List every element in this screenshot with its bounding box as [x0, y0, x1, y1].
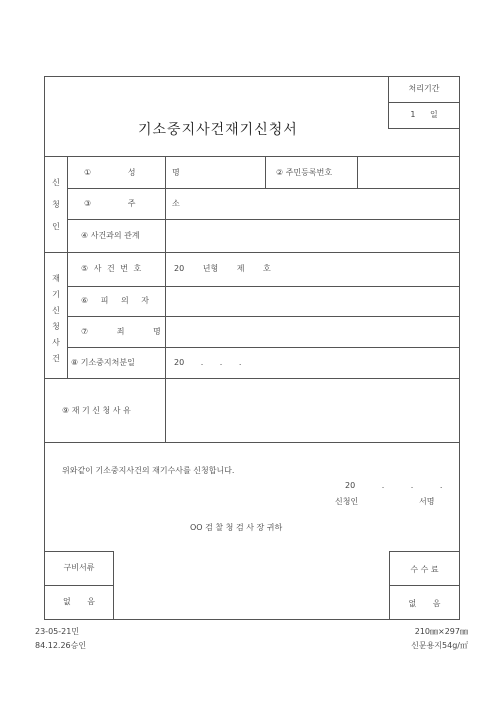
section-divider — [67, 156, 68, 378]
charge-field[interactable] — [166, 317, 459, 347]
documents-value: 없 음 — [63, 597, 95, 606]
period-box-bottom — [388, 128, 460, 129]
documents-box-mid — [44, 585, 114, 586]
addressee: OO 검 찰 청 검 사 장 귀하 — [190, 523, 283, 532]
resident-divider-left — [265, 156, 266, 189]
resident-no-label: ② 주민등록번호 — [276, 168, 333, 177]
charge-label: ⑦ 죄 명 — [81, 327, 161, 336]
form-border-top — [44, 76, 460, 77]
date-line: 20 . . . — [345, 481, 443, 490]
address-label: ③ 주 소 — [84, 199, 180, 208]
documents-label: 구비서류 — [63, 563, 95, 572]
name-label: ① 성 명 — [84, 168, 180, 177]
case-no-label: ⑤ 사 건 번 호 — [81, 264, 142, 273]
case-no-value: 20 년형 제 호 — [174, 264, 271, 273]
suspension-date-value: 20 . . . — [174, 358, 242, 367]
fee-box-left — [389, 551, 390, 620]
approval-date: 84.12.26승인 — [35, 641, 87, 650]
documents-box-top — [44, 551, 114, 552]
form-border-right — [459, 76, 460, 620]
suspension-date-label: ⑧ 기소중지처분일 — [71, 358, 135, 367]
fee-box-mid — [389, 585, 460, 586]
form-border-bottom — [44, 619, 460, 620]
documents-box-right — [113, 551, 114, 620]
fee-label: 수 수 료 — [410, 565, 439, 574]
reason-field[interactable] — [166, 379, 459, 442]
processing-period-label: 처리기간 — [408, 84, 440, 93]
relation-label: ④ 사건과의 관계 — [81, 231, 140, 240]
applicant-section-label: 신 청 인 — [52, 178, 60, 231]
row-line-3 — [44, 252, 460, 253]
case-section-label: 재 기 신 청 사 건 — [52, 274, 60, 363]
fee-box-top — [389, 551, 460, 552]
relation-field[interactable] — [166, 220, 459, 252]
resident-no-field[interactable] — [358, 157, 459, 188]
paper-type: 신문용지54g/㎡ — [411, 641, 468, 650]
processing-period-value: 1 일 — [410, 110, 438, 119]
row-line-6 — [67, 347, 460, 348]
fee-value: 없 음 — [408, 599, 441, 608]
form-number: 23-05-21민 — [35, 627, 80, 636]
suspect-label: ⑥ 피 의 자 — [81, 296, 149, 305]
address-field[interactable] — [166, 189, 459, 219]
reason-label: ⑨ 재 기 신 청 사 유 — [62, 406, 131, 415]
form-title: 기소중지사건재기신청서 — [138, 122, 298, 138]
name-field[interactable] — [166, 157, 265, 188]
period-box-mid — [388, 102, 460, 103]
form-border-left — [44, 76, 45, 620]
applicant-sign-label: 신청인 — [335, 497, 359, 506]
statement-text: 위와같이 기소중지사건의 재기수사를 신청합니다. — [62, 466, 235, 475]
paper-size: 210㎜×297㎜ — [414, 627, 468, 636]
suspect-field[interactable] — [166, 287, 459, 316]
sign-label: 서명 — [419, 497, 435, 506]
row-line-8 — [44, 442, 460, 443]
